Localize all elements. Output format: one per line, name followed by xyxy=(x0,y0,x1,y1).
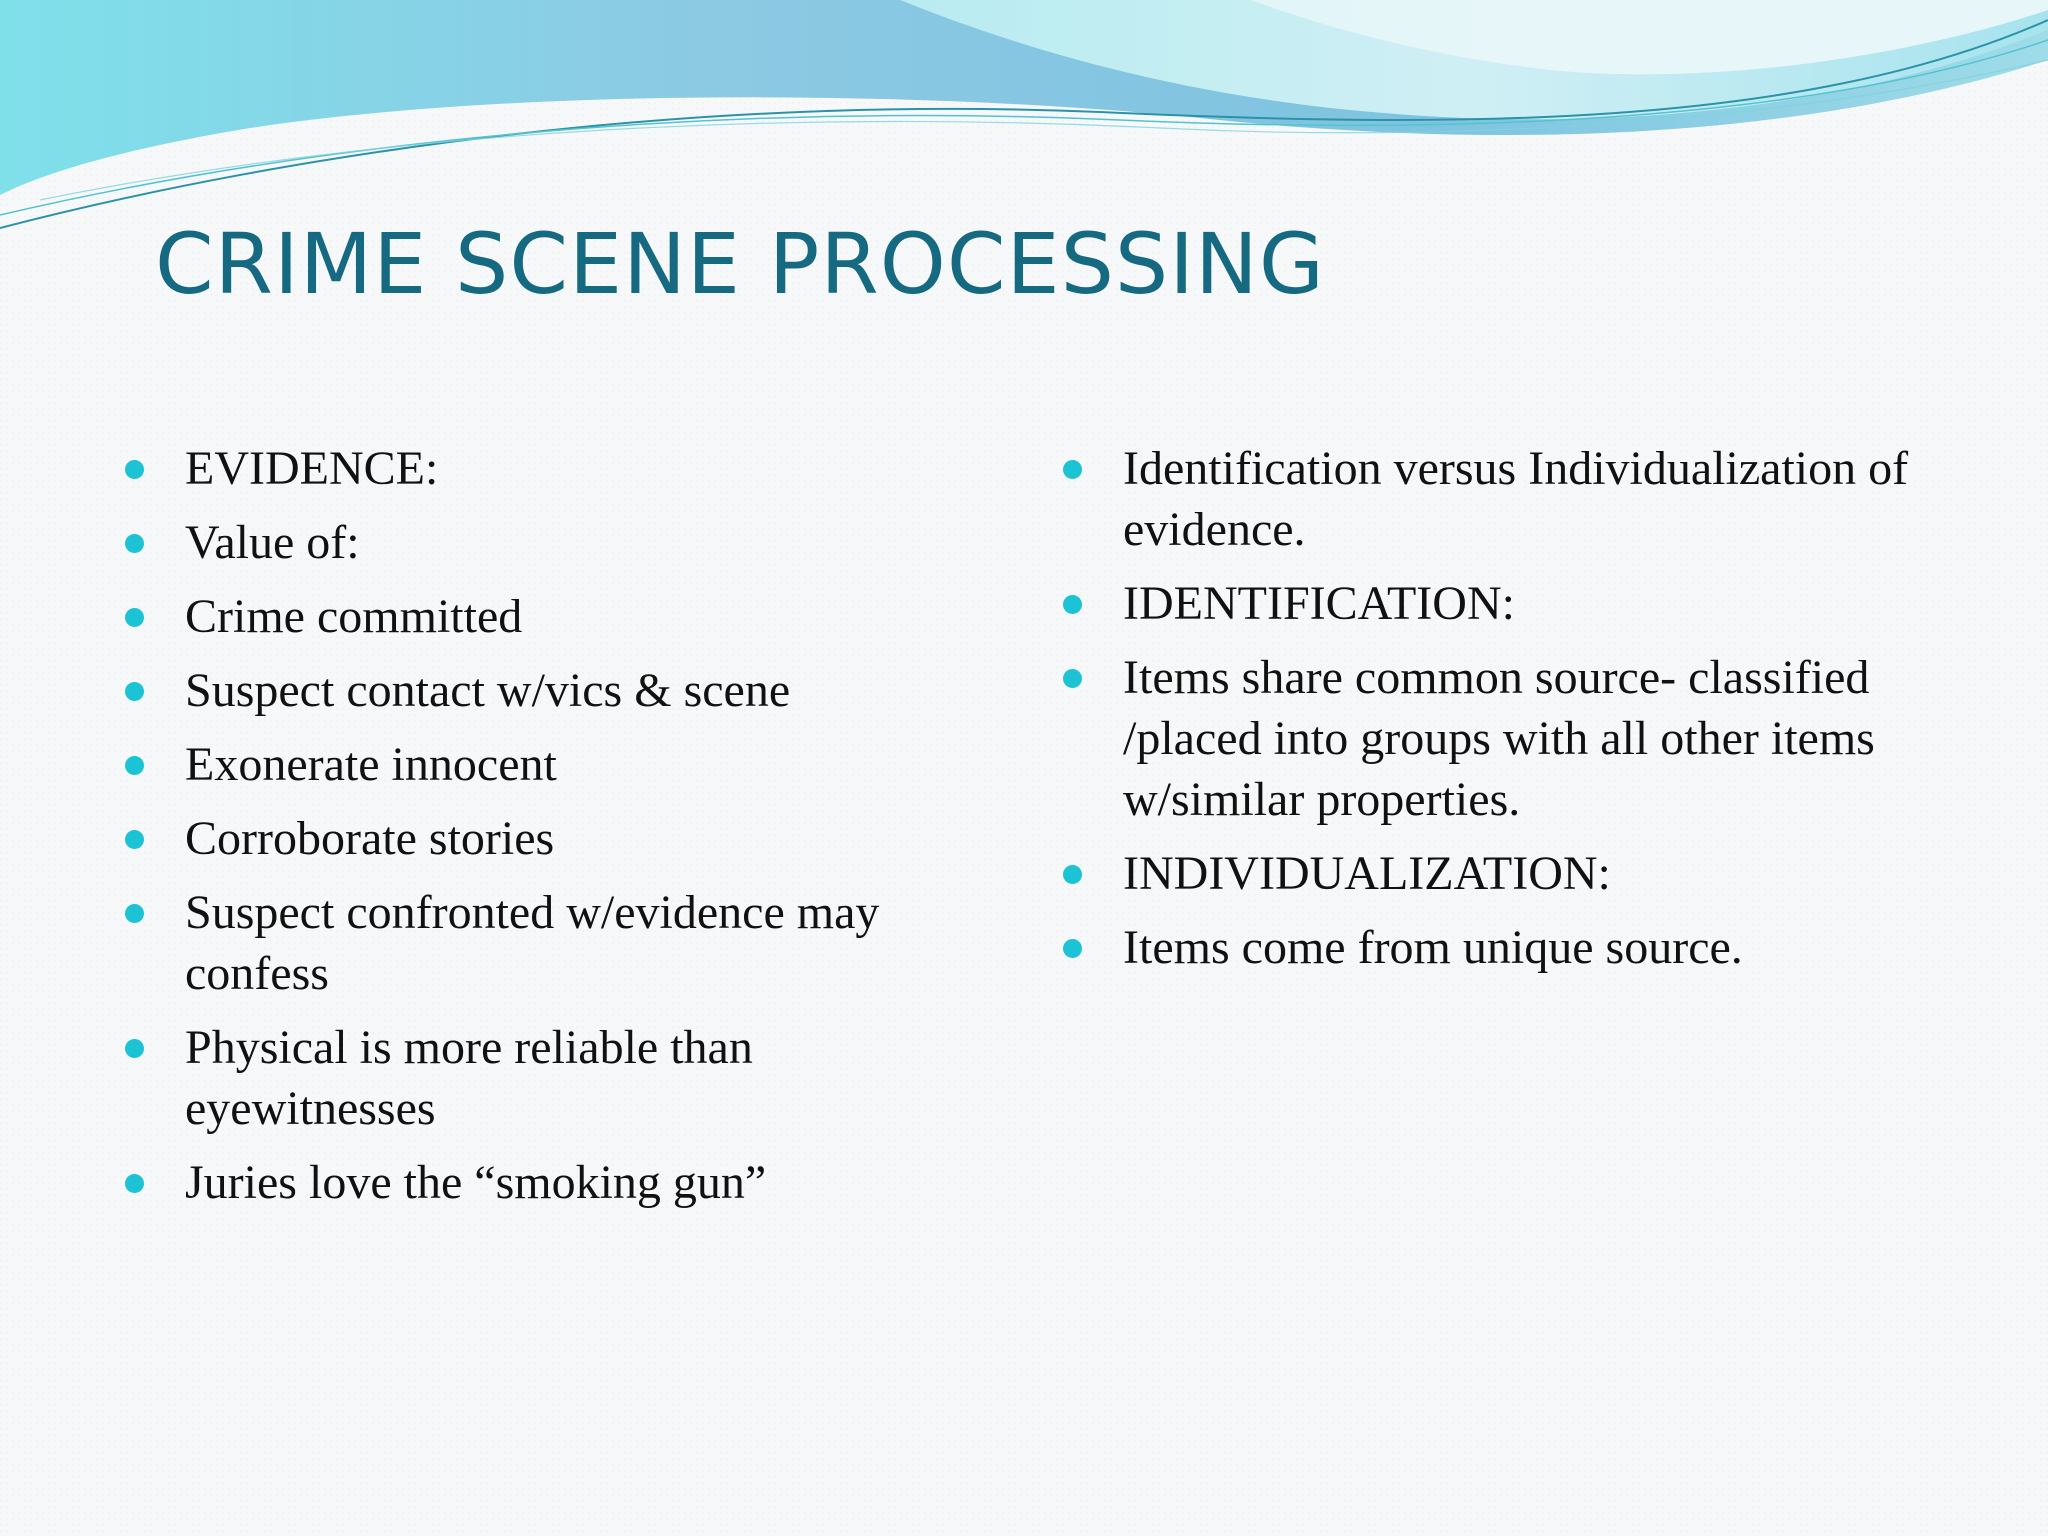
bullet-dot-icon xyxy=(125,756,144,775)
bullet-text: Items come from unique source. xyxy=(1123,921,1743,974)
bullet-text: EVIDENCE: xyxy=(185,442,439,495)
bullet-dot-icon xyxy=(125,1039,144,1058)
bullet-item xyxy=(1063,843,2003,904)
bullet-dot-icon xyxy=(1063,669,1082,688)
bullet-text: Suspect contact w/vics & scene xyxy=(185,664,791,717)
bullet-item xyxy=(125,882,1005,1004)
bullet-text: Juries love the “smoking gun” xyxy=(185,1156,767,1209)
bullet-item xyxy=(1063,573,2003,634)
bullet-dot-icon xyxy=(125,608,144,627)
bullet-item xyxy=(1063,647,2003,830)
bullet-item xyxy=(1063,438,2003,560)
bullet-text: Physical is more reliable than eyewitnesses xyxy=(185,1021,753,1135)
bullet-item xyxy=(1063,917,2003,978)
bullet-item xyxy=(125,734,1005,795)
bullet-dot-icon xyxy=(125,534,144,553)
bullet-dot-icon xyxy=(125,460,144,479)
bullet-text: INDIVIDUALIZATION: xyxy=(1123,847,1611,900)
bullet-text: Corroborate stories xyxy=(185,812,555,865)
bullet-item xyxy=(125,808,1005,869)
right-bullet-list xyxy=(1063,438,2003,991)
bullet-dot-icon xyxy=(125,830,144,849)
bullet-dot-icon xyxy=(1063,865,1082,884)
bullet-text: IDENTIFICATION: xyxy=(1123,577,1515,630)
bullet-dot-icon xyxy=(125,904,144,923)
bullet-dot-icon xyxy=(1063,460,1082,479)
bullet-item xyxy=(125,1017,1005,1139)
bullet-text: Exonerate innocent xyxy=(185,738,557,791)
bullet-item xyxy=(125,512,1005,573)
bullet-dot-icon xyxy=(125,682,144,701)
bullet-text: Items share common source- classified /placed into groups with all other items w/similar properties. xyxy=(1123,651,1875,826)
bullet-item xyxy=(125,660,1005,721)
wave-banner xyxy=(0,0,2048,240)
bullet-item xyxy=(125,586,1005,647)
bullet-text: Crime committed xyxy=(185,590,523,643)
bullet-text: Value of: xyxy=(185,516,360,569)
bullet-item xyxy=(125,438,1005,499)
bullet-dot-icon xyxy=(1063,595,1082,614)
bullet-item xyxy=(125,1152,1005,1213)
bullet-text: Identification versus Individualization of evidence. xyxy=(1123,442,1909,556)
slide-title: CRIME SCENE PROCESSING xyxy=(155,215,1325,313)
bullet-dot-icon xyxy=(125,1174,144,1193)
left-bullet-list xyxy=(125,438,1005,1226)
bullet-dot-icon xyxy=(1063,939,1082,958)
bullet-text: Suspect confronted w/evidence may confess xyxy=(185,886,880,1000)
